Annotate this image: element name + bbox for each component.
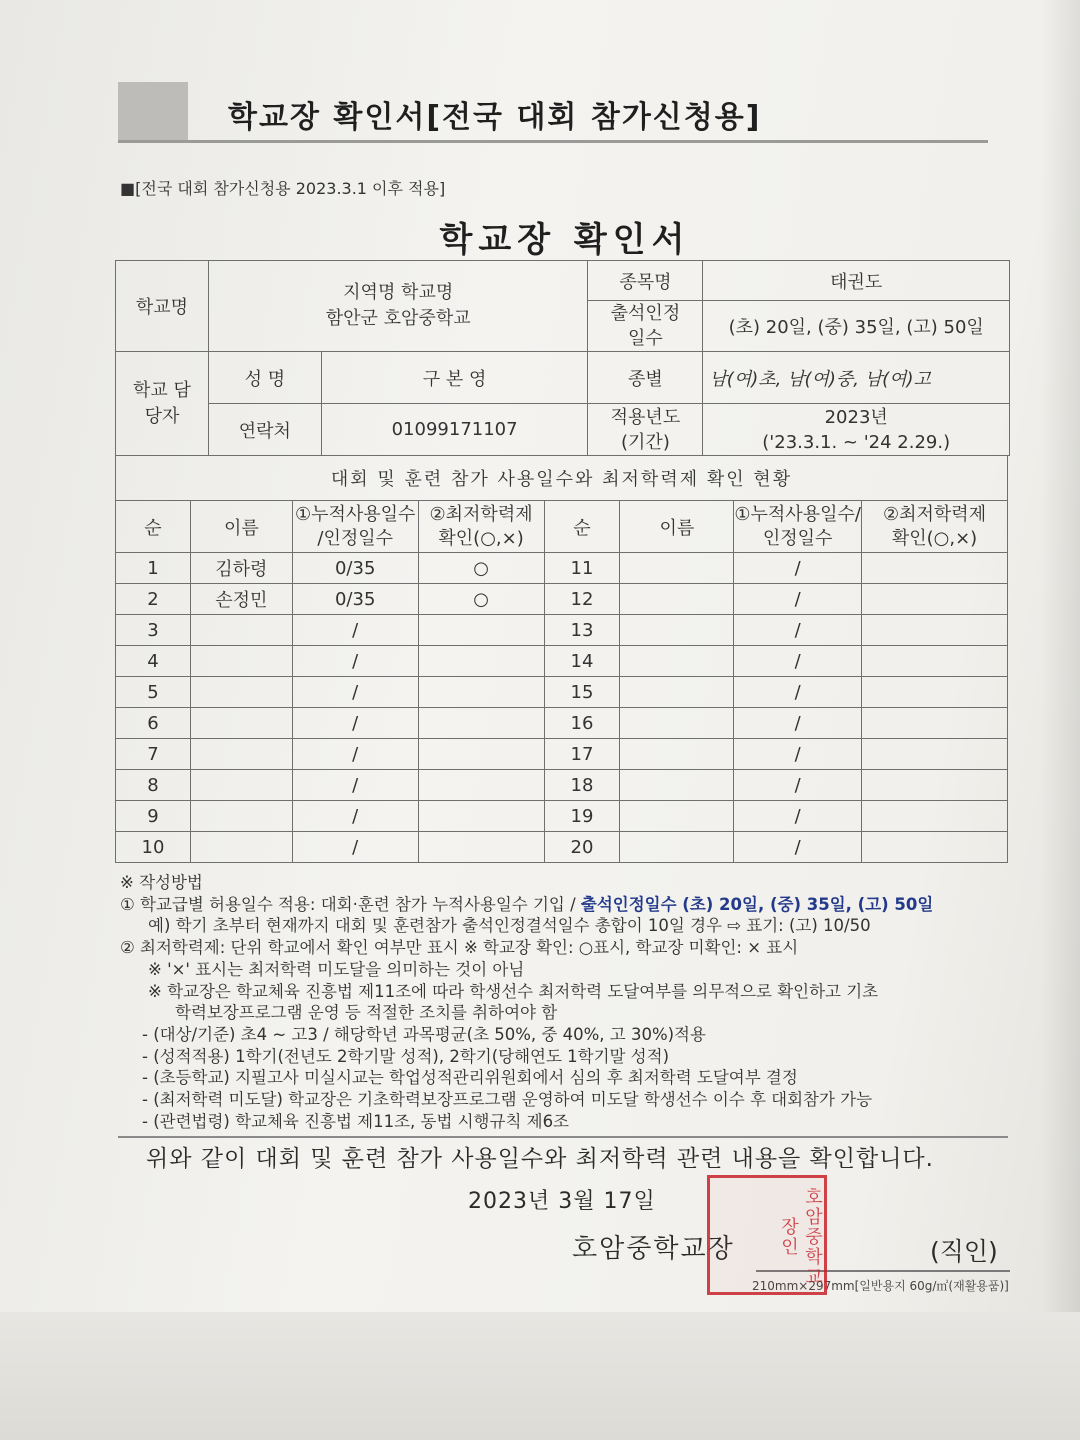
col-days-header [292,501,418,553]
row-days: / [292,615,418,646]
contact-label: 연락처 [238,420,291,442]
header-title: 학교장 확인서[전국 대회 참가신청용] [228,100,762,135]
table-row [116,770,1008,801]
table-row [116,615,1008,646]
row-number-right: 19 [544,801,620,832]
note-5: 학력보장프로그램 운영 등 적절한 조치를 취하여야 함 [175,1003,558,1023]
note-1 [120,894,1020,916]
row-number-right: 20 [544,832,620,863]
row-check-right [862,584,1008,615]
col-grade-header [418,501,544,553]
row-number: 10 [116,832,191,863]
official-seal: 호암중학교장인 [707,1175,827,1295]
attend-label-cell [588,301,703,352]
type-value-cell [703,352,1010,404]
section-title: 대회 및 훈련 참가 사용일수와 최저학력제 확인 현황 [116,456,1008,501]
note-8: - (초등학교) 지필고사 미실시교는 학업성적관리위원회에서 심의 후 최저학력 도달여부 결정 [142,1068,798,1088]
row-days: / [292,677,418,708]
school-label-cell [116,261,209,352]
row-number-right: 12 [544,584,620,615]
table-row [116,553,1008,584]
row-check [418,708,544,739]
attend-value: (초) 20일, (중) 35일, (고) 50일 [728,317,984,338]
col-days2-header [734,501,862,553]
row-check [418,832,544,863]
contact-value-cell [321,404,588,456]
row-days-right: / [734,677,862,708]
col-grade-header-line1: ②최저학력제 [429,503,533,525]
row-check-right [862,646,1008,677]
row-name-right [620,553,734,584]
row-days: 0/35 [292,553,418,584]
row-name [190,708,292,739]
row-name-right [620,708,734,739]
col-grade2-header [862,501,1008,553]
col-grade2-header-line2: 확인(○,×) [891,527,978,549]
contact-value: 01099171107 [391,419,518,440]
row-name-right [620,584,734,615]
manager-label-cell [116,352,209,456]
note-1-text: ① 학교급별 허용일수 적용: 대회·훈련 참가 누적사용일수 기입 / [120,894,581,914]
row-name [190,801,292,832]
row-days: / [292,708,418,739]
row-number-right: 16 [544,708,620,739]
table-row [116,801,1008,832]
row-number: 2 [116,584,191,615]
row-check [418,677,544,708]
row-name [190,739,292,770]
col-grade2-header-line1: ②최저학력제 [883,503,987,525]
row-days-right: / [734,584,862,615]
row-days: / [292,646,418,677]
row-name-right [620,739,734,770]
row-check [418,646,544,677]
row-name-right [620,832,734,863]
seal-label: (직인) [930,1237,998,1266]
instructions [120,872,1020,1132]
notes-title: ※ 작성방법 [120,873,203,892]
row-check-right [862,739,1008,770]
row-number-right: 15 [544,677,620,708]
principal-name: 호암중학교장 [572,1234,735,1264]
row-number: 8 [116,770,191,801]
row-number-right: 11 [544,553,620,584]
event-label-cell [588,261,703,301]
col-no-header: 순 [116,501,191,553]
row-number: 9 [116,801,191,832]
row-check-right [862,708,1008,739]
event-value-cell [703,261,1010,301]
note-7: - (성적적용) 1학기(전년도 2학기말 성적), 2학기(당해연도 1학기말 성적) [142,1046,670,1066]
table-row [116,832,1008,863]
row-number: 1 [116,553,191,584]
row-name-right [620,677,734,708]
row-name: 김하령 [190,553,292,584]
event-label: 종목명 [619,271,672,293]
notes-divider [118,1136,1008,1138]
row-days-right: / [734,801,862,832]
row-check [418,770,544,801]
attend-label: 출석인정 일수 [610,303,681,349]
row-name [190,832,292,863]
info-table [115,260,1010,456]
table-row [116,677,1008,708]
row-number: 5 [116,677,191,708]
table-row [116,646,1008,677]
row-name-right [620,646,734,677]
underlying-sheet [0,1312,1080,1440]
issue-date: 2023년 3월 17일 [468,1189,656,1214]
type-value: 남(여)초, 남(여)중, 남(여)고 [709,368,931,390]
note-3: ※ '×' 표시는 최저학력 미도달을 의미하는 것이 아님 [148,959,525,979]
manager-label: 학교 담당자 [133,379,191,427]
year-label-cell [588,404,703,456]
status-table [115,455,1008,863]
row-name-right [620,615,734,646]
header-gray-block [118,82,188,140]
col-days-header-line2: /인정일수 [317,527,393,549]
table-body [116,553,1008,863]
row-check [418,615,544,646]
row-days: / [292,739,418,770]
row-days-right: / [734,615,862,646]
col-name2-header: 이름 [620,501,734,553]
note-2: ② 최저학력제: 단위 학교에서 확인 여부만 표시 ※ 학교장 확인: ○표시, 학교장 미확인: × 표시 [120,938,799,958]
school-label: 학교명 [135,297,189,318]
table-row [116,584,1008,615]
page-title: 학교장 확인서 [439,220,691,260]
row-check-right [862,770,1008,801]
form-subnote: ■[전국 대회 참가신청용 2023.3.1 이후 적용] [120,179,446,198]
row-check-right [862,553,1008,584]
table-row [116,708,1008,739]
row-days-right: / [734,739,862,770]
school-name: 함안군 호암중학교 [325,308,471,329]
row-days-right: / [734,770,862,801]
row-check-right [862,615,1008,646]
school-name-cell [208,261,588,352]
row-days: / [292,832,418,863]
year-value: 2023년 [824,406,888,428]
year-label: 적용년도 (기간) [610,406,681,453]
document-header [118,82,988,142]
row-name [190,677,292,708]
row-check-right [862,677,1008,708]
row-number-right: 14 [544,646,620,677]
col-days2-header-line2: 인정일수 [762,527,833,549]
row-days-right: / [734,553,862,584]
paper-spec: 210mm×297mm[일반용지 60g/㎡(재활용품)] [752,1279,1009,1293]
col-days-header-line1: ①누적사용일수 [294,503,416,525]
row-number: 3 [116,615,191,646]
row-number-right: 18 [544,770,620,801]
name-label-cell [208,352,321,404]
row-number-right: 17 [544,739,620,770]
col-no2-header: 순 [544,501,620,553]
contact-label-cell [208,404,321,456]
row-name: 손정민 [190,584,292,615]
attend-value-cell [703,301,1010,352]
row-number: 4 [116,646,191,677]
row-check [418,739,544,770]
event-value: 태권도 [830,271,883,293]
row-check: ○ [418,584,544,615]
type-label: 종별 [628,368,663,390]
period-value: ('23.3.1. ~ '24 2.29.) [762,431,951,453]
row-days: / [292,801,418,832]
row-days-right: / [734,832,862,863]
row-name [190,646,292,677]
region-school-label: 지역명 학교명 [343,282,454,303]
note-9: - (최저학력 미도달) 학교장은 기초학력보장프로그램 운영하여 미도달 학생선수 이수 후 대회참가 가능 [142,1090,873,1110]
row-check-right [862,801,1008,832]
row-number-right: 13 [544,615,620,646]
name-value-cell [321,352,588,404]
row-check-right [862,832,1008,863]
header-divider [118,140,988,143]
col-grade-header-line2: 확인(○,×) [438,527,524,549]
row-days: / [292,770,418,801]
note-1-example: 예) 학기 초부터 현재까지 대회 및 훈련참가 출석인정결석일수 총합이 10일 경우 ⇨ 표기: (고) 10/50 [148,916,871,936]
col-days2-header-line1: ①누적사용일수/ [734,503,861,525]
row-days: 0/35 [292,584,418,615]
manager-name: 구 본 영 [422,368,487,390]
name-label: 성 명 [244,368,286,390]
row-days-right: / [734,646,862,677]
row-check: ○ [418,553,544,584]
type-label-cell [588,352,703,404]
confirmation-text: 위와 같이 대회 및 훈련 참가 사용일수와 최저학력 관련 내용을 확인합니다. [146,1146,934,1172]
note-4: ※ 학교장은 학교체육 진흥법 제11조에 따라 학생선수 최저학력 도달여부를 의무적으로 확인하고 기초 [148,981,879,1001]
year-value-cell [703,404,1010,456]
row-name-right [620,770,734,801]
row-name [190,770,292,801]
row-name-right [620,801,734,832]
note-10: - (관련법령) 학교체육 진흥법 제11조, 동법 시행규칙 제6조 [142,1111,569,1131]
row-number: 6 [116,708,191,739]
note-1-highlight: 출석인정일수 (초) 20일, (중) 35일, (고) 50일 [580,894,934,914]
table-header-row [116,501,1008,553]
row-days-right: / [734,708,862,739]
row-check [418,801,544,832]
table-row [116,739,1008,770]
note-6: - (대상/기준) 초4 ~ 고3 / 해당학년 과목평균(초 50%, 중 40%, 고 30%)적용 [142,1024,706,1044]
row-name [190,615,292,646]
row-number: 7 [116,739,191,770]
col-name-header: 이름 [190,501,292,553]
